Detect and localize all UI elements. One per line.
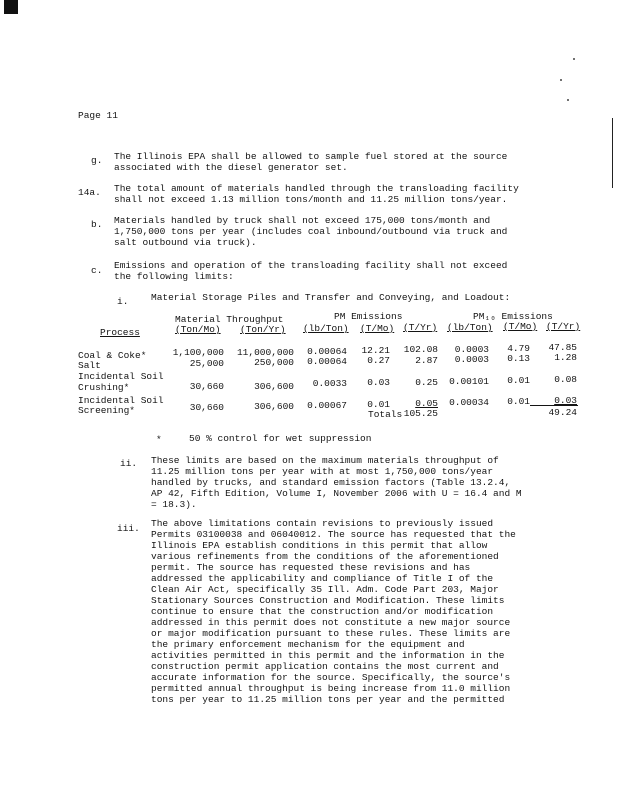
table-header-pm-lb-ton: (lb/Ton) bbox=[303, 323, 349, 334]
item-g-label: g. bbox=[91, 155, 103, 166]
row-2-ton-mo: 25,000 bbox=[189, 358, 224, 369]
table-header-ton-mo: (Ton/Mo) bbox=[175, 324, 221, 335]
row-2-ton-yr: 250,000 bbox=[254, 357, 294, 368]
sub-iii-line-1: The above limitations contain revisions to previously issued bbox=[151, 518, 494, 529]
sub-iii-line-8: Stationary Sources Construction and Modification. These limits bbox=[151, 595, 505, 606]
item-c-label: c. bbox=[91, 265, 103, 276]
sub-iii-line-15: accurate information for the source. Specifically, the source's bbox=[151, 672, 511, 683]
row-4-ton-mo: 30,660 bbox=[189, 402, 224, 413]
table-header-pm-t-yr: (T/Yr) bbox=[403, 322, 438, 333]
row-1-ton-yr: 11,000,000 bbox=[236, 347, 294, 358]
sub-iii-line-17: tons per year to 11.25 million tons per year and the permitted bbox=[151, 694, 505, 705]
item-b-line-2: 1,750,000 tons per year (includes coal inbound/outbound via truck and bbox=[114, 226, 508, 237]
row-3-pm10-lb: 0.00101 bbox=[449, 376, 489, 387]
sub-ii-line-3: handled by trucks, and standard emission factors (Table 13.2.4, bbox=[151, 477, 511, 488]
row-1-pm-mo: 12.21 bbox=[361, 345, 390, 356]
totals-rule bbox=[530, 405, 578, 406]
scan-speck bbox=[560, 79, 562, 81]
item-14a-label: 14a. bbox=[78, 187, 101, 198]
page-number: Page 11 bbox=[78, 110, 118, 121]
row-2-process: Salt bbox=[78, 360, 101, 371]
row-1-pm-lb: 0.00064 bbox=[307, 346, 347, 357]
sub-iii-line-2: Permits 03100038 and 06040012. The source has requested that the bbox=[151, 529, 516, 540]
row-3-pm-mo: 0.03 bbox=[367, 377, 390, 388]
sub-ii-line-1: These limits are based on the maximum materials throughput of bbox=[151, 455, 499, 466]
row-3-ton-mo: 30,660 bbox=[189, 381, 224, 392]
totals-pm-yr: 105.25 bbox=[403, 408, 438, 419]
table-header-pm10-lb-ton: (lb/Ton) bbox=[447, 322, 493, 333]
item-c-line-1: Emissions and operation of the transloading facility shall not exceed bbox=[114, 260, 508, 271]
row-4-process-line-1: Incidental Soil bbox=[78, 395, 164, 406]
row-1-pm10-lb: 0.0003 bbox=[454, 344, 489, 355]
table-header-pm10-t-yr: (T/Yr) bbox=[546, 321, 581, 332]
footnote-text: 50 % control for wet suppression bbox=[189, 433, 372, 444]
row-2-pm-lb: 0.00064 bbox=[307, 356, 347, 367]
row-4-pm-lb: 0.00067 bbox=[307, 400, 347, 411]
sub-iii-line-6: addressed the applicability and compliance of Title I of the bbox=[151, 573, 494, 584]
row-4-pm10-yr: 0.03 bbox=[554, 395, 577, 406]
row-3-pm-yr: 0.25 bbox=[415, 377, 438, 388]
row-4-pm-mo: 0.01 bbox=[367, 399, 390, 410]
item-b-line-1: Materials handled by truck shall not exceed 175,000 tons/month and bbox=[114, 215, 491, 226]
sub-iii-line-5: permit. The source has requested these revisions and has bbox=[151, 562, 471, 573]
totals-label: Totals bbox=[368, 409, 403, 420]
sub-iii-line-12: the primary enforcement mechanism for the equipment and bbox=[151, 639, 465, 650]
sub-iii-line-16: permitted annual throughput is being increase from 11.0 million bbox=[151, 683, 511, 694]
sub-ii-line-4: AP 42, Fifth Edition, Volume I, November 2006 with U = 16.4 and M bbox=[151, 488, 522, 499]
row-2-pm10-yr: 1.28 bbox=[554, 352, 577, 363]
row-3-pm10-mo: 0.01 bbox=[507, 375, 530, 386]
row-4-pm10-lb: 0.00034 bbox=[449, 397, 489, 408]
item-g-line-1: The Illinois EPA shall be allowed to sample fuel stored at the source bbox=[114, 151, 508, 162]
sub-ii-line-5: = 18.3). bbox=[151, 499, 197, 510]
footnote-marker: * bbox=[156, 434, 162, 445]
sub-iii-line-11: or major modification pursuant to these rules. These limits are bbox=[151, 628, 511, 639]
sub-iii-line-9: continue to ensure that the construction and/or modification bbox=[151, 606, 494, 617]
item-c-line-2: the following limits: bbox=[114, 271, 234, 282]
table-header-pm-t-mo: (T/Mo) bbox=[360, 323, 395, 334]
row-4-process-line-2: Screening* bbox=[78, 405, 136, 416]
sub-i-title: Material Storage Piles and Transfer and Conveying, and Loadout: bbox=[151, 292, 511, 303]
row-1-pm10-mo: 4.79 bbox=[507, 343, 530, 354]
item-g-line-2: associated with the diesel generator set. bbox=[114, 162, 348, 173]
table-header-pm: PM Emissions bbox=[334, 311, 403, 322]
row-2-pm10-mo: 0.13 bbox=[507, 353, 530, 364]
sub-i-label: i. bbox=[117, 296, 129, 307]
row-1-pm10-yr: 47.85 bbox=[548, 342, 577, 353]
sub-iii-label: iii. bbox=[117, 523, 140, 534]
row-3-pm10-yr: 0.08 bbox=[554, 374, 577, 385]
row-4-pm-yr: 0.05 bbox=[415, 398, 438, 409]
sub-iii-line-14: construction permit application contains the most current and bbox=[151, 661, 499, 672]
row-3-process-line-1: Incidental Soil bbox=[78, 371, 164, 382]
scan-corner-mark bbox=[4, 0, 18, 14]
row-4-pm10-mo: 0.01 bbox=[507, 396, 530, 407]
sub-iii-line-10: addressed in this permit does not constitute a new major source bbox=[151, 617, 511, 628]
item-14a-line-1: The total amount of materials handled through the transloading facility bbox=[114, 183, 519, 194]
row-3-pm-lb: 0.0033 bbox=[312, 378, 347, 389]
sub-iii-line-3: Illinois EPA establish conditions in this permit that allow bbox=[151, 540, 488, 551]
table-header-ton-yr: (Ton/Yr) bbox=[240, 324, 286, 335]
scan-speck bbox=[573, 58, 575, 60]
item-b-label: b. bbox=[91, 219, 103, 230]
sub-iii-line-7: Clean Air Act, specifically 35 Ill. Adm. Code Part 203, Major bbox=[151, 584, 499, 595]
table-header-process: Process bbox=[100, 327, 140, 338]
item-b-line-3: salt outbound via truck). bbox=[114, 237, 257, 248]
row-2-pm-yr: 2.87 bbox=[415, 355, 438, 366]
sub-ii-label: ii. bbox=[120, 458, 138, 469]
totals-pm10-yr: 49.24 bbox=[548, 407, 577, 418]
item-14a-line-2: shall not exceed 1.13 million tons/month and 11.25 million tons/year. bbox=[114, 194, 508, 205]
scan-speck bbox=[567, 99, 569, 101]
row-3-process-line-2: Crushing* bbox=[78, 382, 130, 393]
row-1-process: Coal & Coke* bbox=[78, 350, 147, 361]
table-header-pm10-t-mo: (T/Mo) bbox=[503, 321, 538, 332]
row-1-pm-yr: 102.08 bbox=[403, 344, 438, 355]
row-1-ton-mo: 1,100,000 bbox=[172, 347, 224, 358]
sub-iii-line-13: activities permitted in this permit and the information in the bbox=[151, 650, 505, 661]
table-header-pm10: PM₁₀ Emissions bbox=[473, 311, 553, 322]
row-4-ton-yr: 306,600 bbox=[254, 401, 294, 412]
row-3-ton-yr: 306,600 bbox=[254, 381, 294, 392]
row-2-pm-mo: 0.27 bbox=[367, 355, 390, 366]
row-2-pm10-lb: 0.0003 bbox=[454, 354, 489, 365]
sub-iii-line-4: various refinements from the conditions of the aforementioned bbox=[151, 551, 499, 562]
sub-ii-line-2: 11.25 million tons per year with at most 1,750,000 tons/year bbox=[151, 466, 494, 477]
scan-edge-line bbox=[612, 118, 613, 188]
table-header-throughput: Material Throughput bbox=[175, 314, 284, 325]
